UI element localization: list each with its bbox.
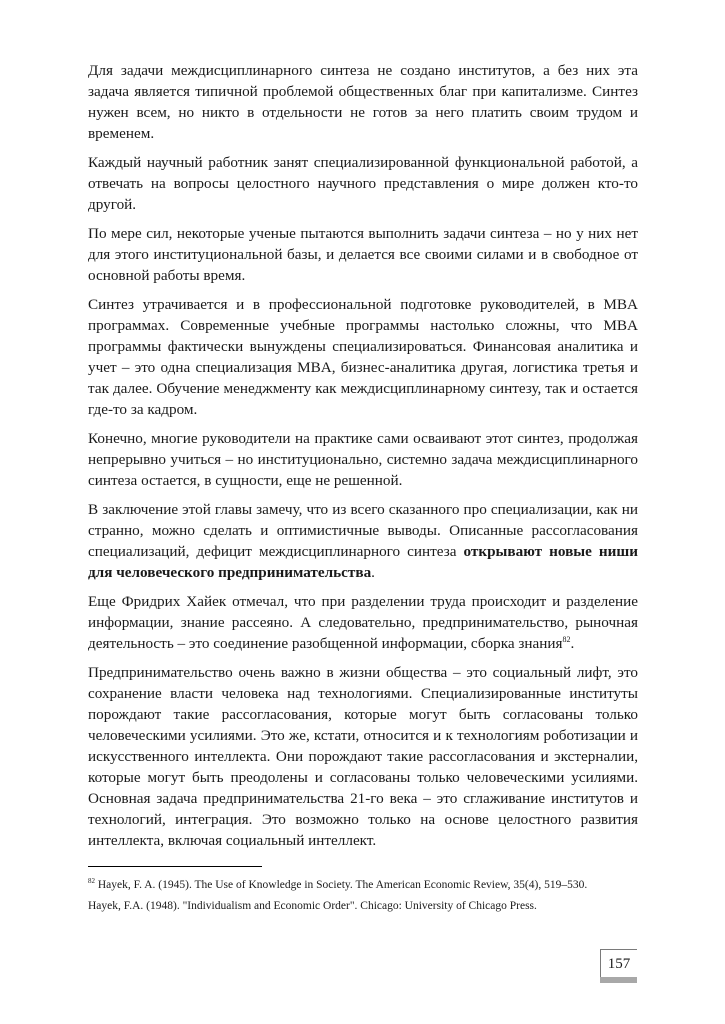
paragraph-text: В заключение этой главы замечу, что из всего сказанного про специализации, как ни странно, можно сделать и оптимистичные выводы. Описанные рассогласования специализаций, дефицит междисциплинарного синтеза (88, 501, 638, 560)
paragraph-8 (88, 662, 638, 851)
footnote-reference[interactable]: 82 (562, 634, 571, 644)
paragraph-text: Еще Фридрих Хайек отмечал, что при разделении труда происходит и разделение информации, знание рассеяно. А следовательно, предпринимательство, рыночная деятельность – это соединение разобщенной информации, сборка знания (88, 593, 638, 652)
paragraph-5 (88, 428, 638, 491)
paragraph-6 (88, 499, 638, 583)
paragraph-3 (88, 223, 638, 286)
footnote-text: Hayek, F. A. (1945). The Use of Knowledge in Society. The American Economic Review, 35(4), 519–530. (95, 879, 588, 891)
paragraph-end: . (371, 564, 375, 581)
page-number-bar (600, 977, 637, 983)
paragraph-7 (88, 591, 638, 654)
paragraph-2 (88, 152, 638, 215)
paragraph-4 (88, 294, 638, 420)
footnote-text: Hayek, F.A. (1948). "Individualism and Economic Order". Chicago: University of Chicago Press. (88, 900, 537, 912)
paragraph-text: Каждый научный работник занят специализированной функциональной работой, а отвечать на вопросы целостного научного представления о мире должен кто-то другой. (88, 154, 638, 213)
paragraph-text: Предпринимательство очень важно в жизни общества – это социальный лифт, это сохранение власти человека над технологиями. Специализированные институты порождают такие рассогласования, которые могут быть согласованы только человеческими усилиями. Это же, кстати, относится и к технологиям роботизации и искусственного интеллекта. Они порождают такие рассогласования и экстерналии, которые могут быть преодолены и согласованы только человеческими усилиями. Основная задача предпринимательства 21-го века – это сглаживание институтов и технологий, интеграция. Это возможно только на основе целостного развития интеллекта, включая социальный интеллект. (88, 664, 638, 849)
footnotes (88, 878, 636, 920)
footnote-divider (88, 866, 262, 867)
paragraph-text: Синтез утрачивается и в профессиональной подготовке руководителей, в MBA программах. Современные учебные программы настолько сложны, что MBA программы фактически вынуждены специализироваться. Финансовая аналитика и учет – это одна специализация MBA, бизнес-аналитика другая, логистика третья и так далее. Обучение менеджменту как междисциплинарному синтезу, так и остается где-то за кадром. (88, 296, 638, 418)
paragraph-text: Конечно, многие руководители на практике сами осваивают этот синтез, продолжая непрерывно учиться – но институционально, системно задача междисциплинарного синтеза остается, в сущности, еще не решенной. (88, 430, 638, 489)
emphasized-text: открывают новые ниши для человеческого предпринимательства (88, 543, 638, 581)
page-body (88, 60, 638, 859)
footnote-marker: 82 (88, 877, 95, 886)
footnote-additional (88, 899, 636, 914)
paragraph-text: По мере сил, некоторые ученые пытаются выполнить задачи синтеза – но у них нет для этого институциональной базы, и делается все своими силами и в свободное от основной работы время. (88, 225, 638, 284)
paragraph-end: . (570, 635, 575, 652)
page-number: 157 (600, 949, 637, 977)
paragraph-1 (88, 60, 638, 144)
paragraph-text: Для задачи междисциплинарного синтеза не создано институтов, а без них эта задача является типичной проблемой общественных благ при капитализме. Синтез нужен всем, но никто в отдельности не готов за него платить своим трудом и временем. (88, 62, 638, 142)
footnote-82 (88, 878, 636, 893)
